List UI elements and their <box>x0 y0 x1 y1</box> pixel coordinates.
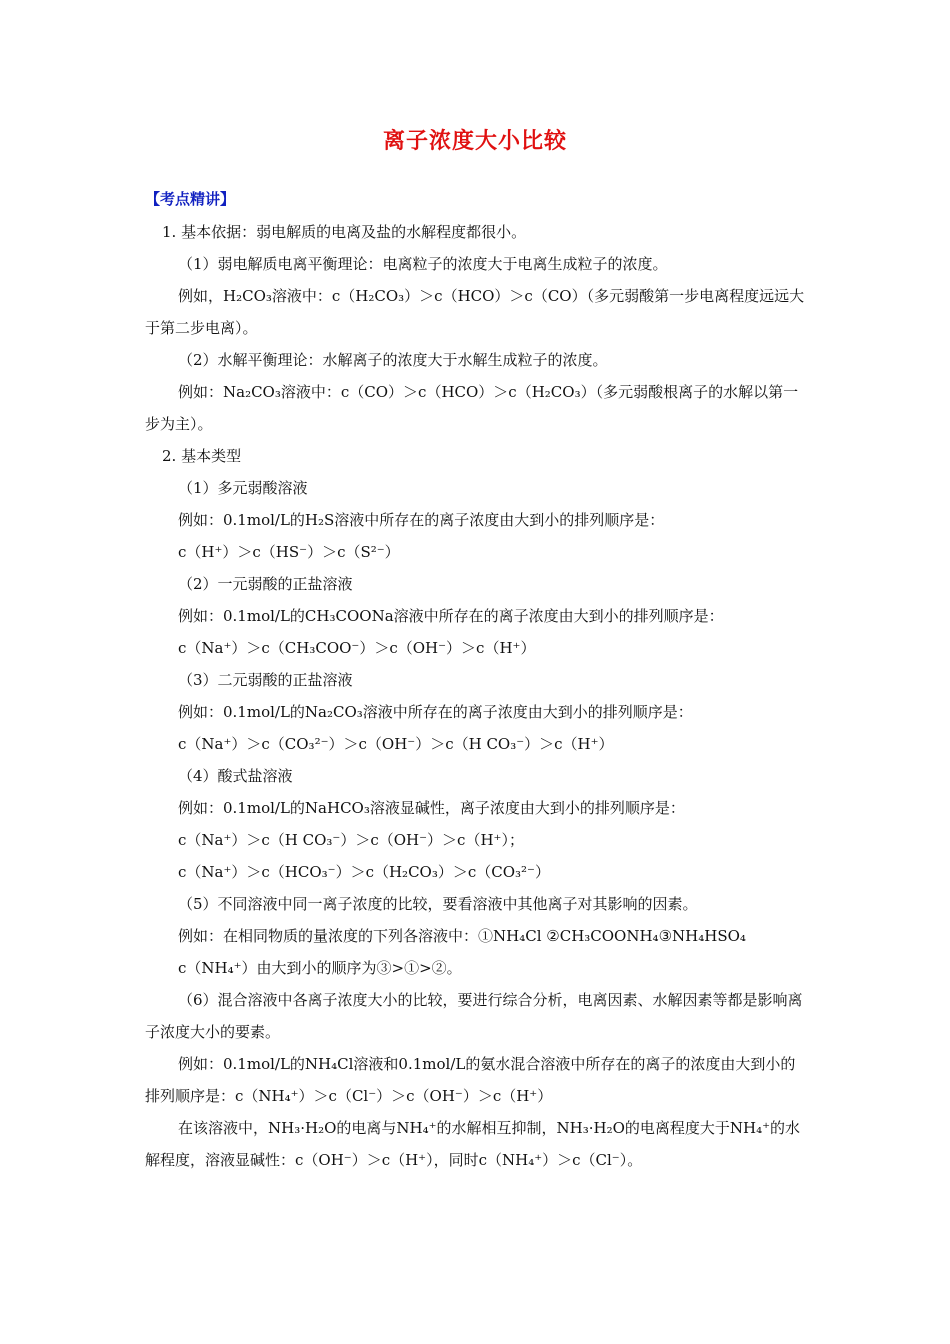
paragraph-example-h2co3: 例如，H₂CO₃溶液中：c（H₂CO₃）＞c（HCO）＞c（CO）（多元弱酸第一步电离程度远远大于第二步电离）。 <box>145 287 805 337</box>
paragraph-basis: 1. 基本依据：弱电解质的电离及盐的水解程度都很小。 <box>162 223 527 241</box>
section-heading: 【考点精讲】 <box>145 190 236 208</box>
document-title: 离子浓度大小比较 <box>382 128 567 154</box>
paragraph-mixed-explanation: 在该溶液中，NH₃·H₂O的电离与NH₄⁺的水解相互抑制，NH₃·H₂O的电离程度大于NH₄⁺的水解程度，溶液显碱性：c（OH⁻）＞c（H⁺），同时c（NH₄⁺）＞c（Cl⁻）。 <box>145 1119 801 1169</box>
formula-ch3coona-order: c（Na⁺）＞c（CH₃COO⁻）＞c（OH⁻）＞c（H⁺） <box>178 639 536 657</box>
subheading-diprotic-salt: （3）二元弱酸的正盐溶液 <box>178 671 353 689</box>
paragraph-example-nahco3: 例如：0.1mol/L的NaHCO₃溶液显碱性，离子浓度由大到小的排列顺序是： <box>178 799 685 817</box>
subheading-same-ion-comparison: （5）不同溶液中同一离子浓度的比较，要看溶液中其他离子对其影响的因素。 <box>178 895 698 913</box>
subheading-acid-salt: （4）酸式盐溶液 <box>178 767 293 785</box>
paragraph-hydrolysis-theory: （2）水解平衡理论：水解离子的浓度大于水解生成粒子的浓度。 <box>178 351 608 369</box>
formula-nahco3-order-1: c（Na⁺）＞c（H CO₃⁻）＞c（OH⁻）＞c（H⁺）； <box>178 831 524 849</box>
subheading-mixed-solution: （6）混合溶液中各离子浓度大小的比较，要进行综合分析，电离因素、水解因素等都是影响离子浓度大小的要素。 <box>145 991 803 1041</box>
paragraph-example-na2co3: 例如：Na₂CO₃溶液中：c（CO）＞c（HCO）＞c（H₂CO₃）（多元弱酸根离子的水解以第一步为主）。 <box>145 383 799 433</box>
paragraph-example-mixed: 例如：0.1mol/L的NH₄Cl溶液和0.1mol/L的氨水混合溶液中所存在的离子的浓度由大到小的排列顺序是：c（NH₄⁺）＞c（Cl⁻）＞c（OH⁻）＞c（H⁺） <box>145 1055 796 1105</box>
paragraph-example-na2co3-order: 例如：0.1mol/L的Na₂CO₃溶液中所存在的离子浓度由大到小的排列顺序是： <box>178 703 693 721</box>
paragraph-basic-types: 2. 基本类型 <box>162 447 242 465</box>
paragraph-example-h2s: 例如：0.1mol/L的H₂S溶液中所存在的离子浓度由大到小的排列顺序是： <box>178 511 665 529</box>
paragraph-example-ch3coona: 例如：0.1mol/L的CH₃COONa溶液中所存在的离子浓度由大到小的排列顺序是： <box>178 607 724 625</box>
subheading-polyprotic-acid: （1）多元弱酸溶液 <box>178 479 308 497</box>
formula-nh4-order: c（NH₄⁺）由大到小的顺序为③>①>②。 <box>178 959 462 977</box>
formula-nahco3-order-2: c（Na⁺）＞c（HCO₃⁻）＞c（H₂CO₃）＞c（CO₃²⁻） <box>178 863 550 881</box>
formula-h2s-order: c（H⁺）＞c（HS⁻）＞c（S²⁻） <box>178 543 400 561</box>
formula-na2co3-order: c（Na⁺）＞c（CO₃²⁻）＞c（OH⁻）＞c（H CO₃⁻）＞c（H⁺） <box>178 735 614 753</box>
paragraph-ionization-theory: （1）弱电解质电离平衡理论：电离粒子的浓度大于电离生成粒子的浓度。 <box>178 255 668 273</box>
paragraph-example-nh4-solutions: 例如：在相同物质的量浓度的下列各溶液中：①NH₄Cl ②CH₃COONH₄③NH₄HSO₄ <box>178 927 746 945</box>
subheading-monoprotic-salt: （2）一元弱酸的正盐溶液 <box>178 575 353 593</box>
